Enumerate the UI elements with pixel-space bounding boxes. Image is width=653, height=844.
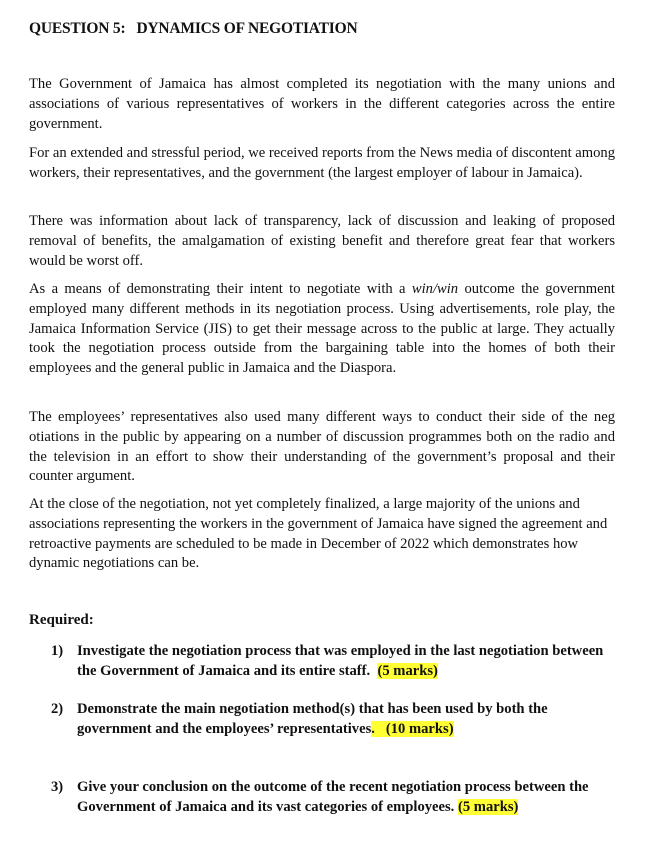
- question-text: Demonstrate the main negotiation method(s) that has been used by both the government and the employees’ representatives: [77, 701, 548, 737]
- paragraph-discontent: For an extended and stressful period, we received reports from the News media of discontent among workers, their representatives, and the government (the largest employer of labour in Jamaica).: [29, 145, 616, 181]
- paragraph-methods: [29, 280, 615, 379]
- question-text: Give your conclusion on the outcome of the recent negotiation process between the Government of Jamaica and its vast categories of employees.: [77, 779, 589, 815]
- question-period: .: [371, 720, 375, 737]
- paragraph-transparency: There was information about lack of transparency, lack of discussion and leaking of proposed removal of benefits, the amalgamation of existing benefit and therefore great fear that workers would be worst off.: [29, 213, 615, 269]
- question-item-2: [51, 700, 611, 740]
- win-win-term: win/win: [411, 281, 459, 297]
- marks-badge: (5 marks): [377, 662, 438, 679]
- required-heading: Required:: [29, 612, 94, 628]
- question-item-1: [51, 642, 611, 682]
- paragraph-conclusion: At the close of the negotiation, not yet completely finalized, a large majority of the unions and associations representing the workers in the government of Jamaica have signed the agreement and retroactive payments are scheduled to be made in December of 2022 which demonstrates how dynamic negotiations can be.: [29, 496, 608, 572]
- question-number: 1): [51, 643, 64, 659]
- marks-badge: (10 marks): [385, 720, 454, 737]
- marks-badge: (5 marks): [458, 798, 519, 815]
- question-item-3: [51, 778, 611, 818]
- question-text-end: [371, 721, 453, 737]
- paragraph-intro: The Government of Jamaica has almost completed its negotiation with the many unions and associations of various representatives of workers in the different categories across the entire government.: [29, 76, 615, 132]
- question-text: Investigate the negotiation process that was employed in the last negotiation between the Government of Jamaica and its entire staff.: [77, 643, 604, 679]
- question-number: 3): [51, 779, 64, 795]
- question-title: QUESTION 5: DYNAMICS OF NEGOTIATION: [29, 20, 358, 37]
- paragraph-methods-start: As a means of demonstrating their intent to negotiate with a: [29, 281, 412, 297]
- paragraph-employee-representatives: The employees’ representatives also used many different ways to conduct their side of the neg otiations in the public by appearing on a number of discussion programmes both on the radio and the television in an effort to show their understanding of the government’s proposal and their counter argument.: [29, 409, 615, 485]
- question-number: 2): [51, 701, 64, 717]
- paragraph-methods-rest: outcome the government employed many different methods in its negotiation process. Using advertisements, role play, the Jamaica Information Service (JIS) to get their message across to the public at large. They actually took the negotiation process outside from the bargaining table into the homes of both their employees and the general public in Jamaica and the Diaspora.: [29, 281, 615, 377]
